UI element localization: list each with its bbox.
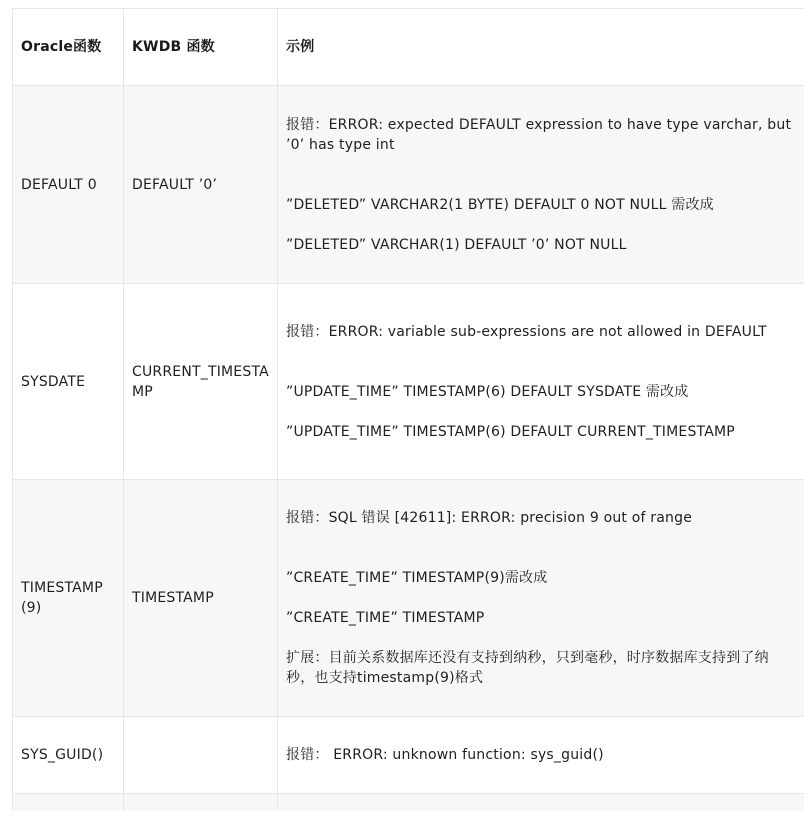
table-header-row bbox=[13, 9, 805, 86]
example-cell bbox=[278, 480, 805, 717]
kwdb-function-cell bbox=[124, 717, 278, 794]
example-cell bbox=[278, 86, 805, 284]
oracle-function-cell bbox=[13, 794, 124, 812]
oracle-function-cell: SYSDATE bbox=[13, 284, 124, 480]
oracle-function-cell: TIMESTAMP(9) bbox=[13, 480, 124, 717]
kwdb-function-cell: CURRENT_TIMESTAMP bbox=[124, 284, 278, 480]
table-row bbox=[13, 86, 805, 284]
kwdb-function-cell: TIMESTAMP bbox=[124, 480, 278, 717]
function-mapping-table bbox=[12, 8, 804, 811]
after-statement: ”CREATE_TIME” TIMESTAMP bbox=[286, 610, 485, 626]
kwdb-function-cell bbox=[124, 794, 278, 812]
header-example: 示例 bbox=[278, 9, 805, 86]
before-statement: ”CREATE_TIME” TIMESTAMP(9)需改成 bbox=[286, 570, 548, 586]
before-statement: ”DELETED” VARCHAR2(1 BYTE) DEFAULT 0 NOT NULL 需改成 bbox=[286, 196, 714, 213]
after-statement: ”DELETED” VARCHAR(1) DEFAULT ’0’ NOT NULL bbox=[286, 236, 627, 253]
conversion-table-container bbox=[12, 8, 804, 811]
oracle-function-cell: DEFAULT 0 bbox=[13, 86, 124, 284]
table-row bbox=[13, 717, 805, 794]
error-message: 报错： ERROR: unknown function: sys_guid() bbox=[286, 747, 604, 763]
header-oracle-function: Oracle函数 bbox=[13, 9, 124, 86]
example-cell bbox=[278, 717, 805, 794]
after-statement: ”UPDATE_TIME” TIMESTAMP(6) DEFAULT CURRENT_TIMESTAMP bbox=[286, 423, 735, 440]
header-kwdb-function: KWDB 函数 bbox=[124, 9, 278, 86]
extension-note: 扩展：目前关系数据库还没有支持到纳秒，只到毫秒，时序数据库支持到了纳秒，也支持timestamp(9)格式 bbox=[286, 650, 769, 686]
oracle-function-cell: SYS_GUID() bbox=[13, 717, 124, 794]
table-row bbox=[13, 794, 805, 812]
error-message: 报错：SQL 错误 [42611]: ERROR: precision 9 out of range bbox=[286, 510, 693, 526]
example-cell bbox=[278, 794, 805, 812]
kwdb-function-cell: DEFAULT ’0’ bbox=[124, 86, 278, 284]
error-message: 报错：ERROR: variable sub-expressions are not allowed in DEFAULT bbox=[286, 323, 767, 340]
table-row bbox=[13, 480, 805, 717]
error-message: 报错：ERROR: expected DEFAULT expression to have type varchar, but ’0’ has type int bbox=[286, 116, 792, 153]
table-row bbox=[13, 284, 805, 480]
example-cell bbox=[278, 284, 805, 480]
before-statement: ”UPDATE_TIME” TIMESTAMP(6) DEFAULT SYSDATE 需改成 bbox=[286, 383, 689, 400]
